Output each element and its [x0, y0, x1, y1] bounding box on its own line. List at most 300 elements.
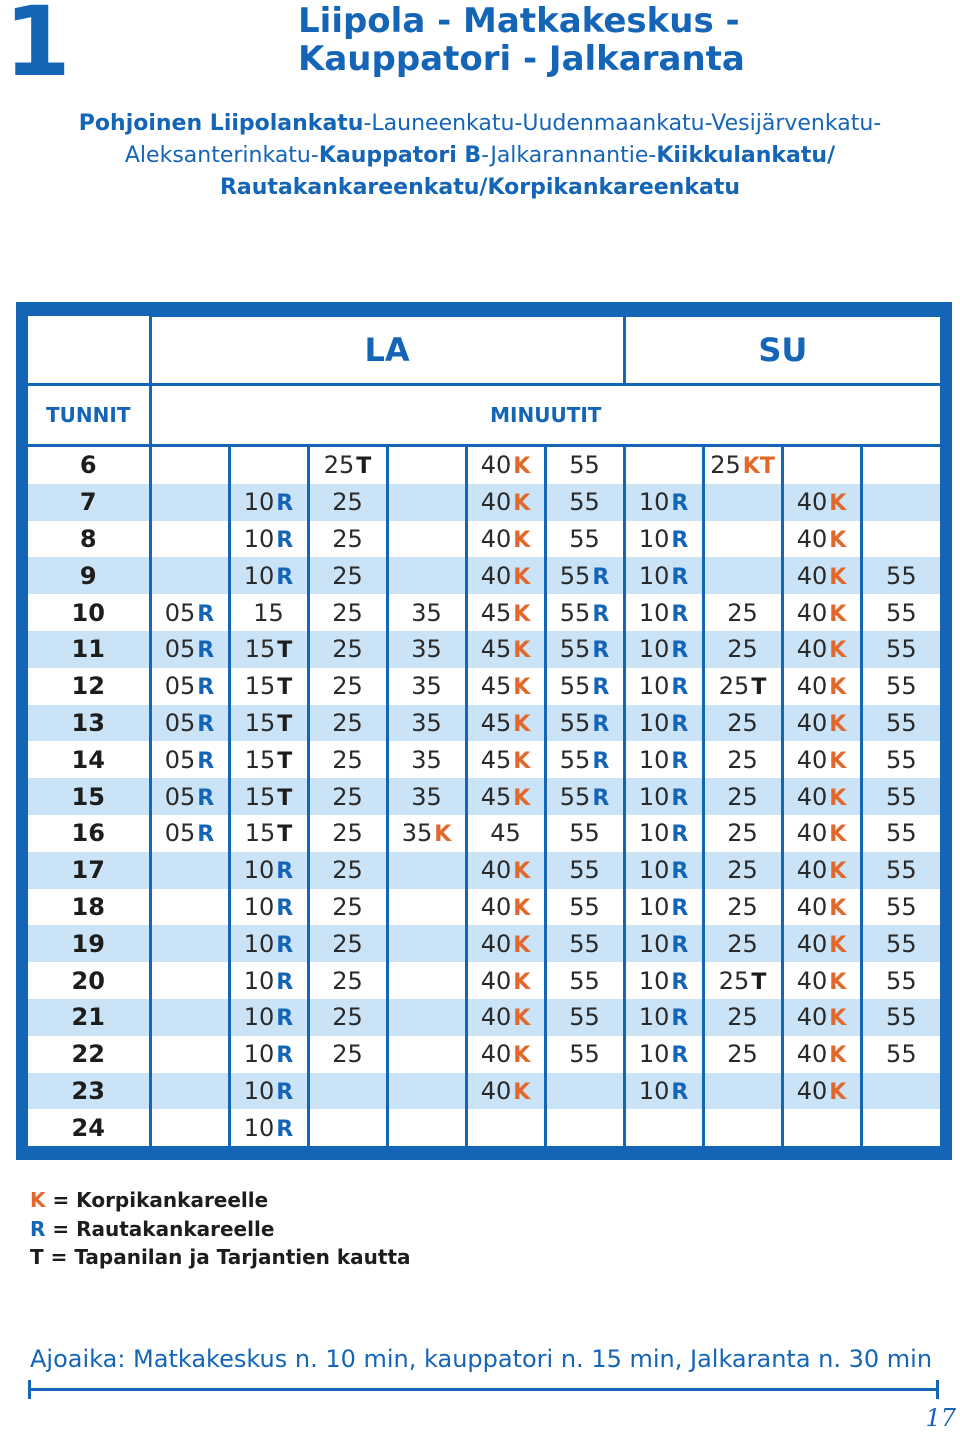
su-minute-cell: [703, 889, 782, 926]
travel-time: Ajoaika: Matkakeskus n. 10 min, kauppatori n. 15 min, Jalkaranta n. 30 min: [30, 1345, 933, 1373]
minute-value: 55: [886, 856, 917, 885]
minute-value: 45: [480, 782, 512, 811]
minute-suffix: R: [197, 822, 215, 848]
la-minute-cell: [387, 521, 466, 558]
su-minute-cell: [703, 778, 782, 815]
la-minute-cell: [466, 925, 545, 962]
minute-suffix: R: [671, 859, 689, 885]
la-minute-cell: [466, 999, 545, 1036]
minute-suffix: R: [197, 785, 215, 811]
minute-suffix: K: [513, 932, 531, 958]
la-minute-cell: [150, 521, 229, 558]
minute-value: 25: [727, 856, 758, 885]
su-minute-cell: [861, 521, 940, 558]
minute-suffix: R: [592, 711, 610, 737]
minute-value: 25: [332, 782, 363, 811]
legend-item: [30, 1243, 411, 1272]
minute-value: 40: [480, 524, 512, 553]
la-minute-cell: [229, 594, 308, 631]
hour-row: [28, 631, 940, 668]
la-minute-cell: [387, 925, 466, 962]
la-minute-cell: [229, 668, 308, 705]
minute-suffix: K: [829, 969, 847, 995]
la-minute-cell: [466, 852, 545, 889]
hour-cell: 18: [28, 889, 150, 926]
route-segment: -Jalkarannantie-: [481, 143, 657, 168]
la-minute-cell: [308, 852, 387, 889]
la-minute-cell: [150, 1109, 229, 1146]
legend-item: [30, 1186, 411, 1215]
su-minute-cell: [782, 705, 861, 742]
minute-value: 40: [796, 635, 828, 664]
route-number: 1: [4, 0, 71, 98]
la-minute-cell: [545, 557, 624, 594]
la-minute-cell: [387, 446, 466, 484]
minute-suffix: R: [276, 969, 294, 995]
minute-suffix: T: [277, 785, 293, 811]
hour-row: [28, 557, 940, 594]
minute-suffix: R: [671, 527, 689, 553]
minute-value: 10: [638, 856, 670, 885]
la-minute-cell: [466, 815, 545, 852]
minute-value: 55: [569, 524, 600, 553]
la-minute-cell: [545, 484, 624, 521]
su-minute-cell: [861, 1073, 940, 1110]
minute-value: 35: [401, 819, 433, 848]
la-minute-cell: [308, 521, 387, 558]
minute-value: 15: [253, 598, 284, 627]
legend-key: R: [30, 1216, 46, 1241]
minute-value: 55: [569, 1040, 600, 1069]
la-minute-cell: [545, 594, 624, 631]
su-minute-cell: [703, 705, 782, 742]
hour-row: [28, 1073, 940, 1110]
su-minute-cell: [624, 852, 703, 889]
minute-value: 25: [332, 1040, 363, 1069]
minute-value: 35: [411, 708, 442, 737]
su-minute-cell: [624, 521, 703, 558]
minute-value: 10: [243, 561, 275, 590]
minute-value: 25: [332, 819, 363, 848]
minute-value: 10: [243, 488, 275, 517]
minute-value: 25: [332, 488, 363, 517]
minute-suffix: R: [592, 564, 610, 590]
page-number: 17: [925, 1404, 956, 1432]
minute-suffix: K: [829, 711, 847, 737]
route-description-line1: [0, 108, 960, 140]
minute-suffix: K: [513, 601, 531, 627]
minute-suffix: K: [829, 527, 847, 553]
minute-suffix: K: [434, 822, 452, 848]
hour-cell: 17: [28, 852, 150, 889]
la-minute-cell: [229, 852, 308, 889]
hour-cell: 16: [28, 815, 150, 852]
su-minute-cell: [782, 594, 861, 631]
la-minute-cell: [545, 631, 624, 668]
minute-suffix: R: [592, 675, 610, 701]
minute-value: 10: [243, 856, 275, 885]
minute-value: 55: [886, 1040, 917, 1069]
hours-header: TUNNIT: [28, 385, 150, 446]
minute-value: 10: [638, 1076, 670, 1105]
minute-suffix: T: [751, 969, 767, 995]
minute-suffix: T: [277, 822, 293, 848]
minute-value: 55: [886, 892, 917, 921]
su-minute-cell: [624, 668, 703, 705]
minute-value: 10: [638, 892, 670, 921]
minute-suffix: K: [829, 564, 847, 590]
minute-suffix: R: [592, 785, 610, 811]
minute-value: 55: [559, 672, 591, 701]
hour-row: [28, 815, 940, 852]
minute-suffix: T: [277, 638, 293, 664]
minute-suffix: R: [671, 711, 689, 737]
hour-cell: 7: [28, 484, 150, 521]
minute-value: 10: [638, 524, 670, 553]
la-minute-cell: [545, 778, 624, 815]
la-minute-cell: [229, 631, 308, 668]
hour-cell: 22: [28, 1036, 150, 1073]
minute-value: 40: [480, 966, 512, 995]
hour-row: [28, 925, 940, 962]
minute-value: 25: [727, 892, 758, 921]
minute-value: 55: [559, 745, 591, 774]
minute-value: 40: [796, 856, 828, 885]
minute-value: 55: [559, 561, 591, 590]
minute-value: 35: [411, 782, 442, 811]
la-minute-cell: [150, 594, 229, 631]
minute-value: 55: [569, 856, 600, 885]
su-minute-cell: [782, 1073, 861, 1110]
minute-suffix: T: [277, 675, 293, 701]
la-minute-cell: [387, 889, 466, 926]
route-description: [0, 108, 960, 204]
la-minute-cell: [545, 889, 624, 926]
la-minute-cell: [229, 705, 308, 742]
minute-suffix: R: [671, 564, 689, 590]
su-minute-cell: [782, 668, 861, 705]
su-minute-cell: [861, 1036, 940, 1073]
minute-value: 15: [244, 635, 276, 664]
su-minute-cell: [861, 668, 940, 705]
minute-value: 55: [569, 451, 600, 480]
hour-cell: 23: [28, 1073, 150, 1110]
hour-row: [28, 446, 940, 484]
su-minute-cell: [861, 999, 940, 1036]
legend-text: = Rautakankareelle: [45, 1216, 275, 1241]
la-minute-cell: [545, 925, 624, 962]
minute-value: 25: [332, 635, 363, 664]
su-minute-cell: [703, 1109, 782, 1146]
su-minute-cell: [782, 889, 861, 926]
minute-value: 25: [727, 635, 758, 664]
hour-row: [28, 521, 940, 558]
route-description-line3: [0, 172, 960, 204]
minute-value: 55: [886, 966, 917, 995]
su-minute-cell: [782, 925, 861, 962]
la-minute-cell: [466, 1036, 545, 1073]
minute-value: 40: [480, 488, 512, 517]
minute-value: 40: [796, 598, 828, 627]
minute-value: 25: [332, 561, 363, 590]
minute-suffix: K: [829, 601, 847, 627]
minute-value: 35: [411, 672, 442, 701]
su-minute-cell: [861, 925, 940, 962]
su-minute-cell: [861, 962, 940, 999]
minute-value: 25: [332, 892, 363, 921]
minute-value: 40: [796, 561, 828, 590]
minute-value: 25: [727, 1003, 758, 1032]
la-minute-cell: [545, 1036, 624, 1073]
la-minute-cell: [308, 925, 387, 962]
la-minute-cell: [308, 889, 387, 926]
hour-cell: 20: [28, 962, 150, 999]
la-minute-cell: [545, 741, 624, 778]
hour-cell: 11: [28, 631, 150, 668]
minute-suffix: R: [276, 895, 294, 921]
minute-value: 05: [164, 819, 196, 848]
minute-value: 25: [332, 856, 363, 885]
la-minute-cell: [150, 705, 229, 742]
su-minute-cell: [624, 446, 703, 484]
la-minute-cell: [229, 1073, 308, 1110]
la-minute-cell: [150, 925, 229, 962]
minute-suffix: R: [276, 1006, 294, 1032]
hour-cell: 8: [28, 521, 150, 558]
minute-value: 55: [886, 819, 917, 848]
la-minute-cell: [387, 1036, 466, 1073]
la-minute-cell: [387, 999, 466, 1036]
su-minute-cell: [782, 778, 861, 815]
su-minute-cell: [861, 705, 940, 742]
legend-key: T: [30, 1245, 44, 1269]
minute-suffix: R: [592, 638, 610, 664]
minute-value: 35: [411, 745, 442, 774]
la-minute-cell: [150, 446, 229, 484]
minute-value: 25: [710, 451, 741, 480]
minute-suffix: K: [513, 859, 531, 885]
minute-value: 25: [332, 672, 363, 701]
la-minute-cell: [545, 521, 624, 558]
la-minute-cell: [387, 741, 466, 778]
minute-value: 55: [569, 929, 600, 958]
hour-cell: 15: [28, 778, 150, 815]
la-minute-cell: [466, 778, 545, 815]
hour-row: [28, 705, 940, 742]
su-minute-cell: [624, 741, 703, 778]
la-minute-cell: [545, 705, 624, 742]
route-segment: Pohjoinen Liipolankatu: [78, 111, 364, 136]
minute-value: 40: [796, 708, 828, 737]
minute-suffix: R: [276, 859, 294, 885]
minute-value: 40: [480, 451, 512, 480]
su-minute-cell: [703, 446, 782, 484]
minute-suffix: K: [829, 895, 847, 921]
minute-value: 05: [164, 672, 196, 701]
su-minute-cell: [861, 1109, 940, 1146]
minute-suffix: K: [829, 638, 847, 664]
route-segment: Aleksanterinkatu-: [124, 143, 319, 168]
minute-value: 10: [243, 966, 275, 995]
minute-suffix: R: [671, 932, 689, 958]
minute-suffix: KT: [742, 454, 775, 480]
su-minute-cell: [703, 668, 782, 705]
minute-suffix: R: [276, 1116, 294, 1142]
minute-value: 10: [638, 635, 670, 664]
su-minute-cell: [782, 815, 861, 852]
minute-value: 05: [164, 708, 196, 737]
minute-value: 25: [727, 819, 758, 848]
la-minute-cell: [308, 668, 387, 705]
su-minute-cell: [782, 484, 861, 521]
minute-value: 40: [796, 488, 828, 517]
su-minute-cell: [624, 484, 703, 521]
la-minute-cell: [308, 741, 387, 778]
minute-value: 55: [559, 635, 591, 664]
minute-value: 55: [569, 1003, 600, 1032]
minute-suffix: R: [671, 1079, 689, 1105]
minute-suffix: R: [671, 822, 689, 848]
route-segment: Kiikkulankatu/: [656, 143, 836, 168]
su-minute-cell: [703, 484, 782, 521]
la-minute-cell: [466, 557, 545, 594]
la-minute-cell: [229, 999, 308, 1036]
hour-cell: 12: [28, 668, 150, 705]
minute-suffix: K: [829, 822, 847, 848]
minute-suffix: K: [829, 491, 847, 517]
minute-suffix: K: [829, 748, 847, 774]
minute-suffix: R: [671, 1043, 689, 1069]
day-header-su: SU: [624, 316, 940, 385]
su-minute-cell: [861, 815, 940, 852]
minute-value: 25: [332, 966, 363, 995]
la-minute-cell: [387, 1073, 466, 1110]
minute-suffix: T: [356, 454, 372, 480]
la-minute-cell: [308, 999, 387, 1036]
su-minute-cell: [782, 1109, 861, 1146]
la-minute-cell: [308, 778, 387, 815]
la-minute-cell: [545, 446, 624, 484]
route-title-line1: Liipola - Matkakeskus -: [298, 1, 740, 41]
la-minute-cell: [466, 889, 545, 926]
minute-value: 05: [164, 782, 196, 811]
minute-value: 10: [638, 819, 670, 848]
minute-suffix: R: [671, 675, 689, 701]
minute-value: 55: [559, 782, 591, 811]
minute-value: 55: [569, 966, 600, 995]
su-minute-cell: [861, 631, 940, 668]
la-minute-cell: [150, 778, 229, 815]
minute-value: 10: [243, 892, 275, 921]
su-minute-cell: [861, 446, 940, 484]
su-minute-cell: [861, 889, 940, 926]
la-minute-cell: [466, 705, 545, 742]
minute-value: 10: [243, 1040, 275, 1069]
la-minute-cell: [387, 705, 466, 742]
su-minute-cell: [782, 962, 861, 999]
hour-cell: 9: [28, 557, 150, 594]
la-minute-cell: [308, 962, 387, 999]
la-minute-cell: [229, 889, 308, 926]
la-minute-cell: [545, 1109, 624, 1146]
minute-suffix: K: [513, 969, 531, 995]
minute-value: 25: [727, 745, 758, 774]
la-minute-cell: [308, 484, 387, 521]
minutes-header: MINUUTIT: [150, 385, 940, 446]
la-minute-cell: [229, 778, 308, 815]
minute-value: 45: [480, 745, 512, 774]
la-minute-cell: [545, 815, 624, 852]
minute-suffix: K: [513, 491, 531, 517]
la-minute-cell: [150, 1073, 229, 1110]
minute-suffix: R: [197, 748, 215, 774]
minute-value: 55: [886, 598, 917, 627]
route-description-line2: [0, 140, 960, 172]
su-minute-cell: [624, 815, 703, 852]
la-minute-cell: [387, 815, 466, 852]
su-minute-cell: [782, 521, 861, 558]
minute-value: 25: [332, 524, 363, 553]
su-minute-cell: [624, 962, 703, 999]
su-minute-cell: [624, 557, 703, 594]
su-minute-cell: [703, 557, 782, 594]
minute-suffix: K: [829, 785, 847, 811]
minute-suffix: K: [513, 675, 531, 701]
minute-suffix: K: [513, 711, 531, 737]
su-minute-cell: [624, 778, 703, 815]
su-minute-cell: [703, 594, 782, 631]
la-minute-cell: [466, 521, 545, 558]
la-minute-cell: [229, 557, 308, 594]
hour-row: [28, 1036, 940, 1073]
su-minute-cell: [782, 631, 861, 668]
la-minute-cell: [387, 852, 466, 889]
legend-text: = Korpikankareelle: [45, 1188, 269, 1212]
la-minute-cell: [308, 1036, 387, 1073]
la-minute-cell: [466, 446, 545, 484]
hour-row: [28, 668, 940, 705]
minute-value: 40: [480, 892, 512, 921]
minute-value: 25: [727, 929, 758, 958]
minute-suffix: R: [276, 1079, 294, 1105]
la-minute-cell: [387, 668, 466, 705]
minute-value: 55: [886, 782, 917, 811]
travel-time-rule-left-cap: [28, 1380, 31, 1399]
minute-value: 55: [886, 561, 917, 590]
la-minute-cell: [387, 557, 466, 594]
minute-suffix: K: [513, 454, 531, 480]
minute-value: 40: [796, 1040, 828, 1069]
la-minute-cell: [308, 594, 387, 631]
minute-value: 40: [480, 856, 512, 885]
minute-suffix: R: [276, 1043, 294, 1069]
su-minute-cell: [861, 852, 940, 889]
minute-suffix: K: [829, 859, 847, 885]
minute-value: 10: [638, 672, 670, 701]
la-minute-cell: [150, 815, 229, 852]
minute-suffix: K: [513, 1043, 531, 1069]
la-minute-cell: [150, 962, 229, 999]
la-minute-cell: [387, 778, 466, 815]
la-minute-cell: [229, 521, 308, 558]
minute-suffix: K: [513, 527, 531, 553]
hour-cell: 19: [28, 925, 150, 962]
su-minute-cell: [624, 1109, 703, 1146]
la-minute-cell: [308, 631, 387, 668]
travel-time-rule-right-cap: [936, 1380, 939, 1399]
minute-value: 55: [569, 892, 600, 921]
la-minute-cell: [150, 852, 229, 889]
